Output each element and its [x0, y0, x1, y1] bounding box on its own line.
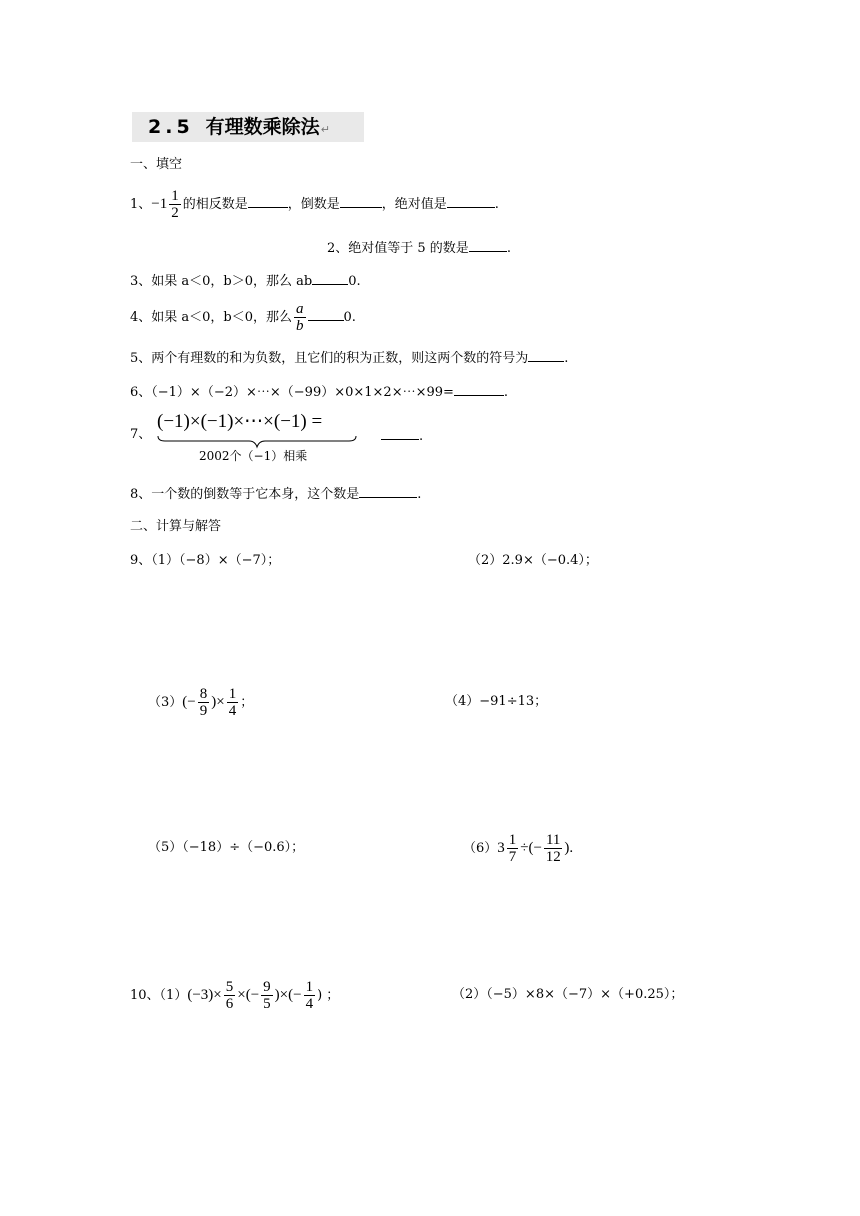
underbrace-icon [157, 435, 357, 449]
q9-p6-label: （6） [463, 841, 498, 856]
q3-end: 0. [348, 274, 361, 289]
q9-p3-mul: )× [211, 694, 225, 710]
q1-end: . [494, 197, 499, 212]
answer-blank[interactable] [248, 194, 288, 208]
frac-num: 1 [305, 979, 314, 995]
q9-p6-end: ). [564, 840, 574, 856]
return-mark-icon: ↵ [320, 123, 330, 136]
q2-text: 2、绝对值等于 5 的数是 [327, 241, 469, 256]
q1-text-a: 的相反数是 [182, 197, 248, 212]
q10-part-2: （2）（−5）×8×（−7）×（+0.25）； [452, 987, 684, 1002]
q2-end: . [506, 241, 511, 256]
section-heading-calc: 二、计算与解答 [130, 519, 222, 534]
answer-blank[interactable] [447, 194, 495, 208]
question-7-prefix: 7、 [130, 427, 152, 442]
q10-p1-frac-1 [224, 979, 236, 1012]
frac-den: 12 [545, 849, 561, 865]
q9-p6-whole: 3 [497, 840, 505, 856]
frac-den: 6 [225, 996, 234, 1012]
q7-expression-text: (−1)×(−1)×⋯×(−1) = [157, 411, 323, 432]
section-heading-fill-blank: 一、填空 [130, 157, 183, 172]
question-8 [130, 484, 421, 504]
frac-num: 11 [545, 832, 561, 848]
q4-end: 0. [343, 310, 356, 325]
q5-text: 5、两个有理数的和为负数，且它们的积为正数，则这两个数的符号为 [130, 351, 529, 366]
q1-frac-den: 2 [171, 205, 179, 221]
frac-num: 1 [228, 686, 237, 702]
frac-den: 7 [508, 849, 517, 865]
q9-part-1: 9、（1）（−8）×（−7）； [130, 553, 281, 568]
q1-frac-num: 1 [171, 188, 179, 204]
answer-blank[interactable] [381, 426, 419, 440]
q1-fraction [169, 188, 181, 221]
frac-num: 5 [225, 979, 234, 995]
answer-blank[interactable] [454, 382, 504, 396]
q6-text: 6、（−1）×（−2）×⋯×（−99）×0×1×2×⋯×99= [130, 385, 454, 400]
question-6 [130, 382, 508, 402]
q9-p3-open: (− [182, 694, 196, 710]
answer-blank[interactable] [528, 348, 564, 362]
q10-p1-frac-2 [261, 979, 273, 1012]
question-7-answer [381, 426, 423, 446]
frac-num: 8 [199, 686, 208, 702]
q4-fraction [294, 301, 306, 334]
frac-num: 1 [508, 832, 517, 848]
q9-p3-end: ； [240, 695, 254, 710]
q10-part-1 [130, 975, 339, 1016]
q3-text: 3、如果 a＜0，b＞0，那么 ab [130, 274, 313, 289]
q1-prefix: 1、 [130, 197, 152, 212]
q9-p3-frac-1 [198, 686, 210, 719]
q10-p1-b: ×(− [237, 987, 260, 1003]
q4-frac-den: b [296, 318, 304, 334]
q7-underbrace-label: 2002个（−1）相乘 [199, 449, 308, 463]
q10-p1-label: 10、（1） [130, 988, 188, 1003]
q10-p1-frac-3 [304, 979, 316, 1012]
q10-p1-end: ) ； [317, 988, 340, 1003]
q9-p3-label: （3） [148, 695, 183, 710]
q8-text: 8、一个数的倒数等于它本身，这个数是 [130, 487, 360, 502]
frac-den: 4 [305, 996, 314, 1012]
q9-part-4: （4）−91÷13； [445, 694, 548, 709]
section-number: 2.5 [148, 116, 194, 138]
q4-frac-num: a [296, 301, 304, 317]
frac-den: 4 [228, 703, 237, 719]
q9-p6-frac-1 [507, 832, 519, 865]
answer-blank[interactable] [340, 194, 382, 208]
frac-num: 9 [263, 979, 271, 995]
question-3 [130, 271, 361, 291]
frac-den: 9 [199, 703, 208, 719]
q9-part-6 [463, 828, 573, 869]
answer-blank[interactable] [312, 271, 348, 285]
q7-end: . [419, 429, 424, 444]
page-title [132, 112, 364, 142]
q9-p6-div: ÷(− [520, 840, 542, 856]
answer-blank[interactable] [469, 238, 507, 252]
answer-blank[interactable] [359, 484, 417, 498]
q9-part-3 [148, 682, 253, 723]
q5-end: . [564, 351, 569, 366]
q9-p3-frac-2 [227, 686, 239, 719]
q6-end: . [503, 385, 509, 400]
question-1 [130, 187, 499, 222]
q10-p1-c: )×(− [274, 987, 302, 1003]
title-text: 有理数乘除法 [205, 116, 320, 138]
question-2 [327, 238, 511, 258]
q9-part-5: （5）（−18）÷（−0.6）； [148, 840, 305, 855]
question-4 [130, 299, 356, 337]
q9-part-2: （2）2.9×（−0.4）； [468, 553, 598, 568]
q10-p1-a: (−3)× [187, 987, 222, 1003]
q4-text: 4、如果 a＜0，b＜0，那么 [130, 310, 293, 325]
q1-text-c: ，绝对值是 [381, 197, 447, 212]
frac-den: 5 [263, 996, 271, 1012]
q9-p6-frac-2 [544, 832, 562, 865]
question-5 [130, 348, 568, 368]
q1-text-b: ，倒数是 [287, 197, 340, 212]
answer-blank[interactable] [308, 307, 344, 321]
question-7-expression [157, 410, 357, 463]
q8-end: . [417, 487, 422, 502]
q1-number: −1 [151, 196, 168, 212]
